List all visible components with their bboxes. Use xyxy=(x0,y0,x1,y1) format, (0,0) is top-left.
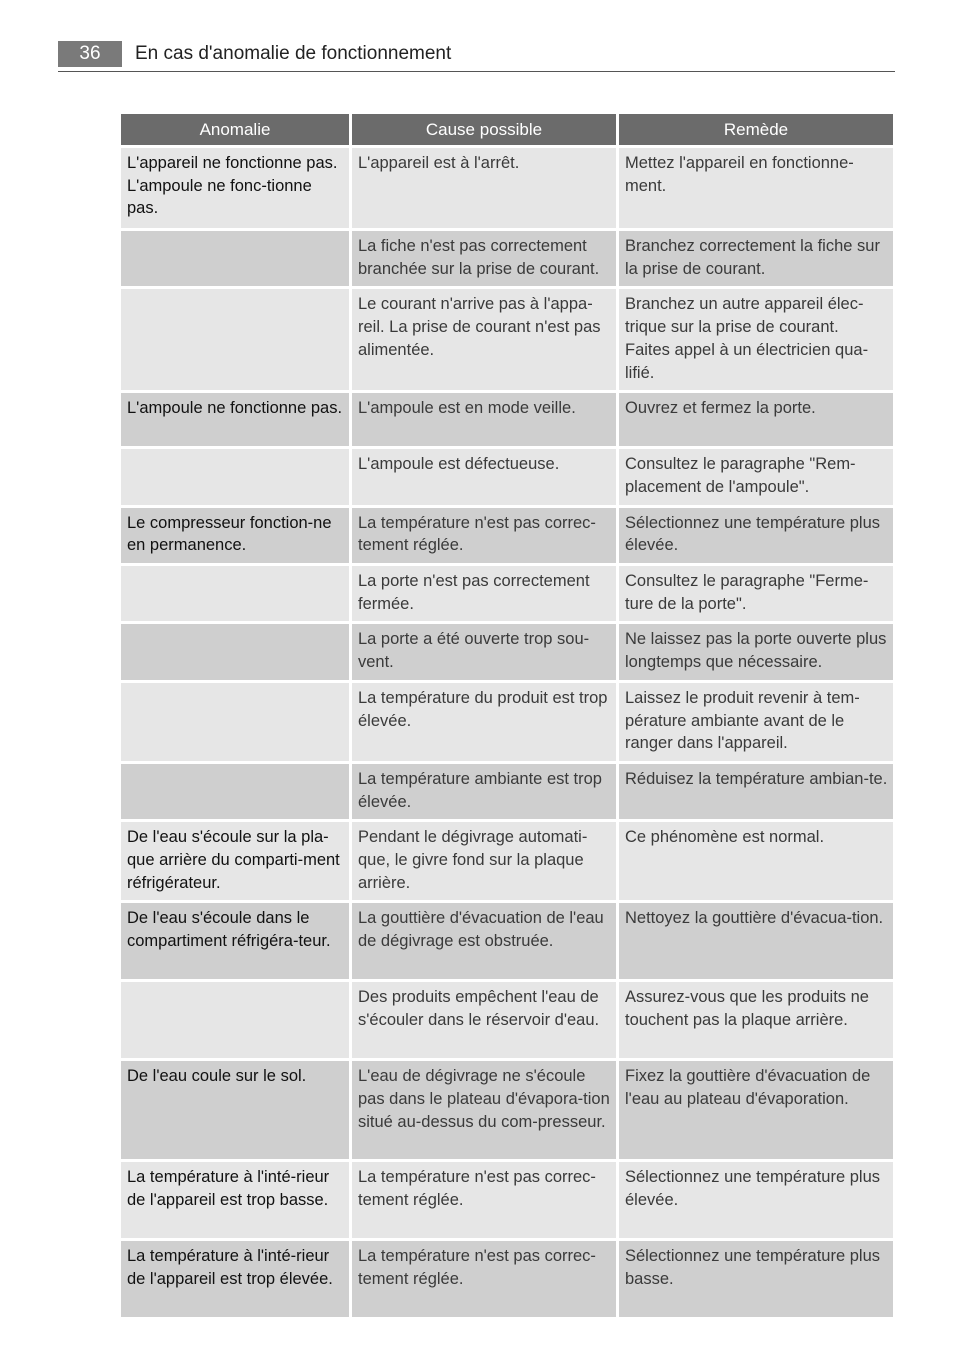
cause-cell: La porte a été ouverte trop sou-vent. xyxy=(352,624,616,679)
table-row xyxy=(121,1061,893,1159)
remedy-cell: Sélectionnez une température plus élevée. xyxy=(619,1162,893,1238)
anomaly-cell: L'ampoule ne fonctionne pas. xyxy=(121,393,349,446)
remedy-cell: Branchez un autre appareil élec-trique sur la prise de courant. Faites appel à un électricien qua-lifié. xyxy=(619,289,893,390)
table-header-row xyxy=(121,114,893,145)
anomaly-cell: L'appareil ne fonctionne pas. L'ampoule ne fonc-tionne pas. xyxy=(121,148,349,228)
anomaly-cell xyxy=(121,289,349,390)
cause-cell: Pendant le dégivrage automati-que, le givre fond sur la plaque arrière. xyxy=(352,822,616,900)
cause-cell: La température n'est pas correc-tement réglée. xyxy=(352,1162,616,1238)
table-row xyxy=(121,683,893,761)
table-row xyxy=(121,764,893,819)
anomaly-cell: La température à l'inté-rieur de l'appareil est trop élevée. xyxy=(121,1241,349,1317)
anomaly-cell: Le compresseur fonction-ne en permanence. xyxy=(121,508,349,563)
anomaly-cell xyxy=(121,624,349,679)
cause-cell: La température ambiante est trop élevée. xyxy=(352,764,616,819)
anomaly-cell: De l'eau coule sur le sol. xyxy=(121,1061,349,1159)
page-header xyxy=(58,40,895,72)
cause-cell: La température du produit est trop élevée. xyxy=(352,683,616,761)
cause-cell: La gouttière d'évacuation de l'eau de dégivrage est obstruée. xyxy=(352,903,616,979)
cause-cell: Des produits empêchent l'eau de s'écouler dans le réservoir d'eau. xyxy=(352,982,616,1058)
remedy-cell: Nettoyez la gouttière d'évacua-tion. xyxy=(619,903,893,979)
remedy-cell: Assurez-vous que les produits ne touchent pas la plaque arrière. xyxy=(619,982,893,1058)
table-row xyxy=(121,393,893,446)
remedy-cell: Sélectionnez une température plus élevée. xyxy=(619,508,893,563)
table-row xyxy=(121,289,893,390)
anomaly-cell xyxy=(121,982,349,1058)
table-row xyxy=(121,822,893,900)
anomaly-cell: La température à l'inté-rieur de l'appareil est trop basse. xyxy=(121,1162,349,1238)
page-number: 36 xyxy=(58,41,122,67)
anomaly-cell xyxy=(121,764,349,819)
column-header-cause: Cause possible xyxy=(352,114,616,145)
table-row xyxy=(121,903,893,979)
table-row xyxy=(121,982,893,1058)
remedy-cell: Ouvrez et fermez la porte. xyxy=(619,393,893,446)
table-row xyxy=(121,624,893,679)
anomaly-cell xyxy=(121,683,349,761)
anomaly-cell: De l'eau s'écoule sur la pla-que arrière du comparti-ment réfrigérateur. xyxy=(121,822,349,900)
remedy-cell: Laissez le produit revenir à tem-pérature ambiante avant de le ranger dans l'appareil. xyxy=(619,683,893,761)
cause-cell: La fiche n'est pas correctement branchée sur la prise de courant. xyxy=(352,231,616,286)
table-row xyxy=(121,148,893,228)
remedy-cell: Mettez l'appareil en fonctionne-ment. xyxy=(619,148,893,228)
remedy-cell: Ce phénomène est normal. xyxy=(619,822,893,900)
anomaly-cell: De l'eau s'écoule dans le compartiment réfrigéra-teur. xyxy=(121,903,349,979)
cause-cell: Le courant n'arrive pas à l'appa-reil. La prise de courant n'est pas alimentée. xyxy=(352,289,616,390)
remedy-cell: Branchez correctement la fiche sur la prise de courant. xyxy=(619,231,893,286)
cause-cell: La porte n'est pas correctement fermée. xyxy=(352,566,616,621)
column-header-anomaly: Anomalie xyxy=(121,114,349,145)
table-row xyxy=(121,1241,893,1317)
table-row xyxy=(121,231,893,286)
table-row xyxy=(121,566,893,621)
remedy-cell: Ne laissez pas la porte ouverte plus longtemps que nécessaire. xyxy=(619,624,893,679)
cause-cell: L'ampoule est défectueuse. xyxy=(352,449,616,504)
remedy-cell: Réduisez la température ambian-te. xyxy=(619,764,893,819)
cause-cell: L'ampoule est en mode veille. xyxy=(352,393,616,446)
cause-cell: L'appareil est à l'arrêt. xyxy=(352,148,616,228)
cause-cell: La température n'est pas correc-tement réglée. xyxy=(352,508,616,563)
cause-cell: La température n'est pas correc-tement réglée. xyxy=(352,1241,616,1317)
anomaly-cell xyxy=(121,449,349,504)
table-row xyxy=(121,508,893,563)
cause-cell: L'eau de dégivrage ne s'écoule pas dans le plateau d'évapora-tion situé au-dessus du com-presseur. xyxy=(352,1061,616,1159)
remedy-cell: Sélectionnez une température plus basse. xyxy=(619,1241,893,1317)
anomaly-cell xyxy=(121,231,349,286)
column-header-remedy: Remède xyxy=(619,114,893,145)
table-row xyxy=(121,1162,893,1238)
table-row xyxy=(121,449,893,504)
section-title: En cas d'anomalie de fonctionnement xyxy=(135,43,452,64)
anomaly-cell xyxy=(121,566,349,621)
troubleshooting-table xyxy=(118,111,896,1320)
remedy-cell: Fixez la gouttière d'évacuation de l'eau au plateau d'évaporation. xyxy=(619,1061,893,1159)
remedy-cell: Consultez le paragraphe "Ferme-ture de la porte". xyxy=(619,566,893,621)
remedy-cell: Consultez le paragraphe "Rem-placement de l'ampoule". xyxy=(619,449,893,504)
